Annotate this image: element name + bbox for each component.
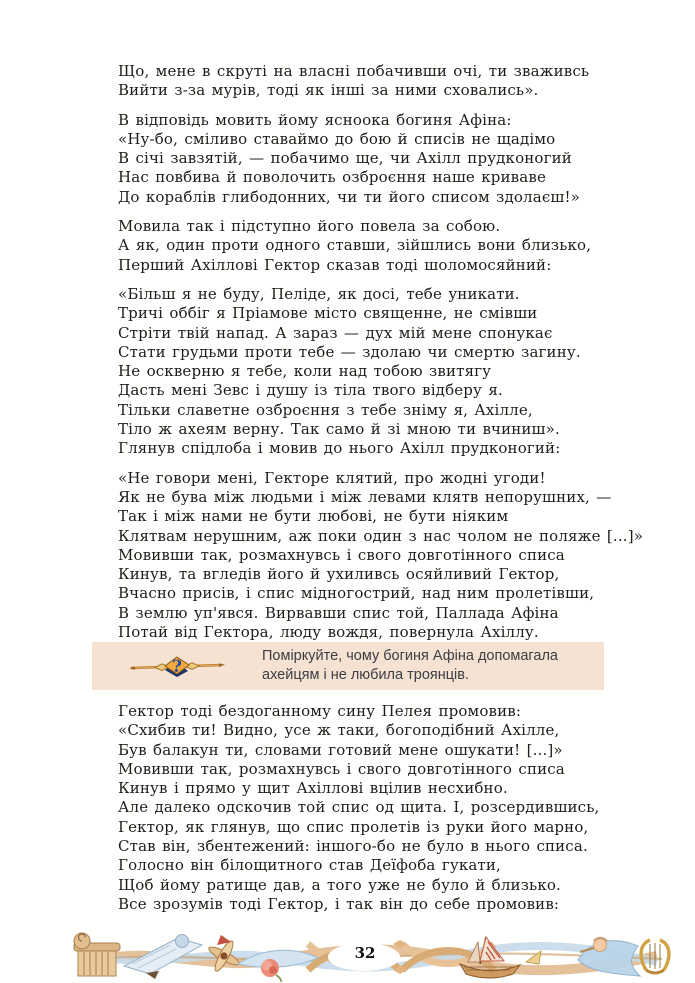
verse-line: Глянув спідлоба і мовив до нього Ахілл прудконогий:: [118, 439, 561, 458]
verse-line: В січі завзятій, — побачимо ще, чи Ахілл прудконогий: [118, 149, 572, 168]
verse-line: Перший Ахіллові Гектор сказав тоді шоломосяйний:: [118, 255, 552, 274]
ionic-column-icon: [74, 933, 120, 976]
poem-text-upper: [118, 62, 644, 642]
stanza: [118, 111, 618, 207]
question-mark-glyph: ?: [172, 657, 182, 677]
verse-line: Тільки славетне озброєння з тебе зніму я, Ахілле,: [118, 400, 533, 419]
verse-line: Нас повбива й поволочить озброєння наше криваве: [118, 168, 546, 187]
stanza: [118, 468, 644, 643]
verse-line: Тіло ж ахеям верну. Так само й зі мною ти вчиниш».: [118, 420, 560, 439]
stanza: [118, 217, 618, 275]
verse-line: Мовивши так, розмахнувсь і свого довготінного списа: [118, 545, 565, 564]
verse-line: Кинув, та вгледів його й ухиливсь осяйливий Гектор,: [118, 565, 560, 584]
verse-line: «Схибив ти! Видно, усе ж таки, богоподібний Ахілле,: [118, 721, 560, 740]
verse-line: «Ну-бо, сміливо ставаймо до бою й списів не щадімо: [118, 129, 556, 148]
verse-line: Вийти з-за мурів, тоді як інші за ними сховались».: [118, 81, 539, 100]
verse-line: До кораблів глибодонних, чи ти його списом здолаєш!»: [118, 187, 580, 206]
verse-line: Так і між нами не бути любові, не бути ніяким: [118, 507, 509, 526]
question-mark-ornament-icon: [92, 649, 262, 683]
verse-line: Став він, збентежений: іншого-бо не було в нього списа.: [118, 837, 588, 856]
ponder-box-text: Поміркуйте, чому богиня Афіна допомагала ахейцям і не любила троянців.: [262, 648, 558, 683]
verse-line: Стати грудьми проти тебе — здолаю чи смертю загину.: [118, 342, 581, 361]
verse-line: А як, один проти одного ставши, зійшлись вони близько,: [118, 236, 592, 255]
verse-line: Як не бува між людьми і між левами клятв непорушних, —: [118, 487, 612, 506]
verse-line: Дасть мені Зевс і душу із тіла твого відберу я.: [118, 381, 503, 400]
verse-line: Мовила так і підступно його повела за собою.: [118, 217, 501, 236]
page-number: 32: [354, 944, 376, 962]
poem-text-lower: [118, 702, 618, 914]
verse-line: Мовивши так, розмахнувсь і свого довготінного списа: [118, 759, 565, 778]
stanza: [118, 285, 618, 459]
verse-line: В землю уп'явся. Вирвавши спис той, Паллада Афіна: [118, 603, 559, 622]
verse-line: «Більш я не буду, Пеліде, як досі, тебе уникати.: [118, 284, 520, 303]
verse-line: Голосно він білощитного став Деїфоба гукати,: [118, 856, 501, 875]
verse-line: Все зрозумів тоді Гектор, і так він до себе промовив:: [118, 894, 560, 913]
verse-line: Кинув і прямо у щит Ахіллові вцілив несхибно.: [118, 779, 508, 798]
page-footer: [0, 928, 695, 983]
verse-line: Щоб йому ратище дав, а того уже не було й близько.: [118, 875, 561, 894]
verse-line: Не оскверню я тебе, коли над тобою звитягу: [118, 362, 492, 381]
verse-line: «Не говори мені, Гекторе клятий, про жодні угоди!: [118, 468, 546, 487]
verse-line: Тричі оббіг я Пріамове місто священне, не смівши: [118, 304, 538, 323]
verse-line: Гектор тоді бездоганному сину Пелея промовив:: [118, 702, 522, 720]
verse-line: Клятвам нерушним, аж поки один з нас чолом не поляже [...]»: [118, 526, 644, 545]
stanza: [118, 702, 618, 914]
verse-line: Потай від Гектора, люду вождя, повернула Ахіллу.: [118, 623, 539, 642]
ponder-box: [92, 642, 604, 690]
verse-line: Вчасно присів, і спис мідногострий, над ним пролетівши,: [118, 584, 595, 603]
verse-line: Що, мене в скруті на власні побачивши очі, ти зваживсь: [118, 62, 590, 80]
verse-line: Був балакун ти, словами готовий мене ошукати! [...]»: [118, 740, 563, 759]
verse-line: Стріти твій напад. А зараз — дух мій мене спонукає: [118, 323, 553, 342]
verse-line: Гектор, як глянув, що спис пролетів із руки його марно,: [118, 817, 589, 836]
verse-line: В відповідь мовить йому ясноока богиня Афіна:: [118, 110, 512, 129]
verse-line: Але далеко одскочив той спис од щита. І, розсердившись,: [118, 798, 600, 817]
stanza: [118, 62, 618, 101]
